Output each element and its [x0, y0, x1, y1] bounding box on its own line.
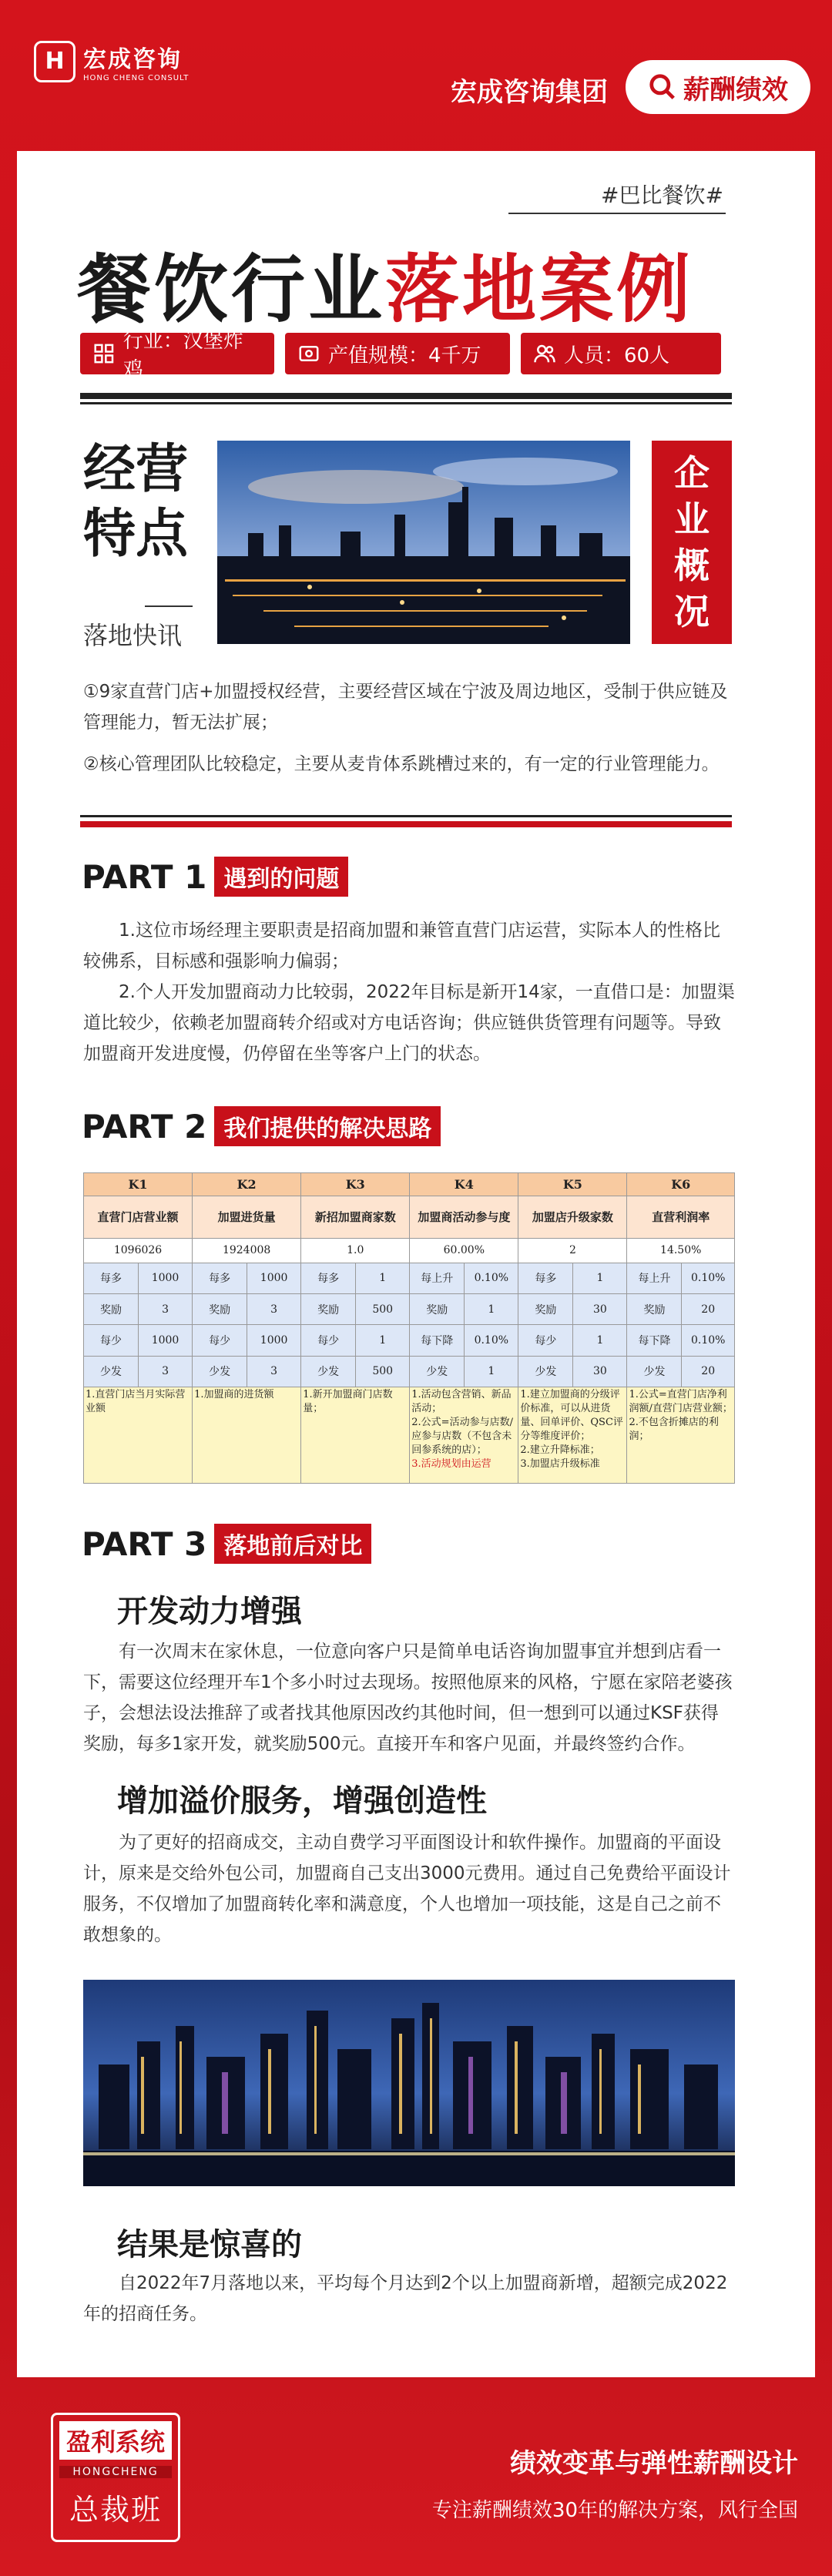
table-cell: 3 — [247, 1356, 301, 1387]
badge-title: 盈利系统 — [59, 2421, 172, 2460]
section-subheading: 开发动力增强 — [117, 1594, 302, 1629]
table-cell: 1000 — [247, 1263, 301, 1293]
table-cell: 500 — [356, 1294, 410, 1325]
industry-badge — [80, 330, 274, 381]
part2-heading — [82, 1106, 441, 1146]
table-cell: 1.公式=直营门店净利润额/直营门店营业额； 2.不包含折摊店的利润； — [627, 1387, 735, 1484]
part3-heading — [82, 1524, 371, 1564]
table-cell: 每上升 — [627, 1263, 682, 1293]
part-number: PART 1 — [82, 857, 207, 896]
footer-subtitle: 专注薪酬绩效30年的解决方案，风行全国 — [431, 2499, 798, 2522]
table-cell: 1924008 — [193, 1238, 301, 1263]
table-header: K6 — [627, 1173, 735, 1196]
part-number: PART 3 — [82, 1524, 207, 1563]
table-row — [84, 1263, 735, 1293]
table-cell — [518, 1387, 627, 1484]
table-cell: 每多 — [518, 1263, 573, 1293]
table-cell: 奖励 — [301, 1294, 356, 1325]
feature-sub: 落地快讯 — [83, 621, 183, 650]
city-skyline-photo — [83, 1980, 735, 2186]
table-cell: 少发 — [301, 1356, 356, 1387]
search-icon — [648, 72, 677, 102]
table-row — [84, 1356, 735, 1387]
people-icon — [533, 342, 556, 365]
divider — [80, 402, 732, 404]
table-cell: 直营利润率 — [627, 1196, 735, 1238]
divider — [80, 821, 732, 827]
staff-text: 人员：60人 — [564, 344, 670, 367]
table-cell: 0.10% — [465, 1263, 518, 1293]
logo-en: HONG CHENG CONSULT — [83, 74, 190, 82]
table-cell — [410, 1387, 518, 1484]
title-red: 落地案例 — [385, 247, 693, 333]
table-cell: 3 — [247, 1294, 301, 1325]
table-row — [84, 1294, 735, 1325]
scale-badge — [285, 333, 510, 374]
title-black: 餐饮行业 — [77, 247, 385, 333]
table-row — [84, 1196, 735, 1238]
divider — [508, 213, 726, 214]
part-tag: 落地前后对比 — [214, 1524, 371, 1564]
table-cell: 新招加盟商家数 — [301, 1196, 410, 1238]
table-cell: 每多 — [193, 1263, 247, 1293]
table-cell: 每少 — [193, 1325, 247, 1356]
table-cell: 奖励 — [627, 1294, 682, 1325]
table-cell: 1 — [356, 1325, 410, 1356]
section-subheading: 增加溢价服务，增强创造性 — [117, 1783, 487, 1819]
table-cell: 30 — [573, 1294, 627, 1325]
feature-heading-line1: 经营 — [83, 439, 189, 500]
footer-title: 绩效变革与弹性薪酬设计 — [510, 2448, 798, 2479]
table-header: K5 — [518, 1173, 627, 1196]
table-cell: 1 — [356, 1263, 410, 1293]
table-cell: 奖励 — [410, 1294, 465, 1325]
badge-class: 总裁班 — [69, 2493, 162, 2527]
table-cell: 1096026 — [84, 1238, 193, 1263]
logo-name: 宏成咨询 — [83, 46, 182, 73]
table-cell: 3 — [138, 1294, 192, 1325]
table-cell: 加盟店升级家数 — [518, 1196, 627, 1238]
table-cell: 1 — [465, 1356, 518, 1387]
part1-text — [83, 915, 735, 1069]
table-cell: 每下降 — [410, 1325, 465, 1356]
table-header: K4 — [410, 1173, 518, 1196]
feature-point: ①9家直营门店+加盟授权经营，主要经营区域在宁波及周边地区，受制于供应链及管理能力，暂无法扩展； — [83, 682, 728, 733]
part1-heading — [82, 857, 348, 897]
note-text: 3.加盟店升级标准 — [520, 1458, 600, 1471]
money-icon — [297, 342, 320, 365]
badge-en: HONGCHENG — [59, 2466, 172, 2478]
table-cell: 每少 — [518, 1325, 573, 1356]
table-cell: 2 — [518, 1238, 627, 1263]
table-header: K3 — [301, 1173, 410, 1196]
group-name: 宏成咨询集团 — [451, 77, 608, 108]
table-cell: 奖励 — [193, 1294, 247, 1325]
table-cell: 1.直营门店当月实际营业额 — [84, 1387, 193, 1484]
table-cell: 1 — [573, 1263, 627, 1293]
note-alert: 3.活动规划由运营 — [411, 1458, 491, 1471]
grid-icon — [92, 342, 116, 365]
table-cell: 少发 — [84, 1356, 139, 1387]
feature-point: ②核心管理团队比较稳定，主要从麦肯体系跳槽过来的，有一定的行业管理能力。 — [83, 754, 720, 774]
table-cell: 奖励 — [518, 1294, 573, 1325]
overview-label — [652, 441, 732, 644]
table-cell: 60.00% — [410, 1238, 518, 1263]
table-cell: 1.新开加盟商门店数量； — [301, 1387, 410, 1484]
search-button[interactable] — [626, 60, 810, 114]
paragraph: 2.个人开发加盟商动力比较弱，2022年目标是新开14家，一直借口是：加盟渠道比较少，依赖老加盟商转介绍或对方电话咨询；供应链供货管理有问题等。导致加盟商开发进度慢，仍停留在坐等客户上门的状态。 — [83, 982, 735, 1064]
table-header-row — [84, 1173, 735, 1196]
section-subheading: 结果是惊喜的 — [117, 2227, 302, 2262]
table-cell: 每下降 — [627, 1325, 682, 1356]
note-text: 1.建立加盟商的分级评价标准，可以从进货量、回单评价、QSC评分等维度评价； 2.建立升降标准； — [520, 1389, 623, 1457]
brand-logo — [34, 40, 189, 82]
table-cell: 每少 — [84, 1325, 139, 1356]
part-number: PART 2 — [82, 1107, 207, 1145]
table-cell: 1000 — [138, 1263, 192, 1293]
logo-mark: H — [34, 41, 75, 82]
table-cell: 1000 — [138, 1325, 192, 1356]
info-row — [80, 330, 721, 381]
staff-badge — [521, 333, 721, 374]
table-cell: 少发 — [193, 1356, 247, 1387]
page-title — [77, 231, 693, 337]
overview-char: 业 — [674, 498, 710, 540]
table-cell: 14.50% — [627, 1238, 735, 1263]
paragraph: 有一次周末在家休息，一位意向客户只是简单电话咨询加盟事宜并想到店看一下，需要这位经理开车1个多小时过去现场。按照他原来的风格，宁愿在家陪老婆孩子，会想法设法推辞了或者找其他原因改约其他时间，但一想到可以通过KSF获得奖励，每多1家开发，就奖励500元。直接开车和客户见面，并最终签约合作。 — [83, 1642, 733, 1754]
part3-text-1 — [83, 1636, 735, 1759]
table-cell: 20 — [682, 1294, 735, 1325]
table-cell: 加盟进货量 — [193, 1196, 301, 1238]
divider — [80, 815, 732, 817]
table-cell: 每上升 — [410, 1263, 465, 1293]
industry-text: 行业：汉堡炸鸡 — [122, 330, 243, 381]
paragraph: 为了更好的招商成交，主动自费学习平面图设计和软件操作。加盟商的平面设计，原来是交给外包公司，加盟商自己支出3000元费用。通过自己免费给平面设计服务，不仅增加了加盟商转化率和满意度，个人也增加一项技能，这是自己之前不敢想象的。 — [83, 1833, 731, 1945]
table-cell: 500 — [356, 1356, 410, 1387]
feature-heading-line2: 特点 — [83, 504, 189, 565]
scale-text: 产值规模：4千万 — [328, 344, 481, 367]
table-cell: 少发 — [518, 1356, 573, 1387]
table-cell: 0.10% — [682, 1325, 735, 1356]
paragraph: 自2022年7月落地以来，平均每个月达到2个以上加盟商新增，超额完成2022年的招商任务。 — [83, 2273, 728, 2324]
overview-char: 况 — [674, 591, 710, 632]
table-cell: 直营门店营业额 — [84, 1196, 193, 1238]
overview-char: 企 — [674, 452, 710, 494]
course-badge — [51, 2413, 180, 2542]
divider — [145, 605, 193, 607]
table-cell: 20 — [682, 1356, 735, 1387]
table-row — [84, 1387, 735, 1484]
table-cell: 1 — [573, 1325, 627, 1356]
table-cell: 1.0 — [301, 1238, 410, 1263]
table-cell: 30 — [573, 1356, 627, 1387]
table-cell: 3 — [138, 1356, 192, 1387]
paragraph: 1.这位市场经理主要职责是招商加盟和兼管直营门店运营，实际本人的性格比较佛系，目标感和强影响力偏弱； — [83, 921, 720, 971]
table-cell: 每多 — [301, 1263, 356, 1293]
overview-char: 概 — [674, 545, 710, 586]
table-header: K2 — [193, 1173, 301, 1196]
table-cell: 1 — [465, 1294, 518, 1325]
table-cell: 加盟商活动参与度 — [410, 1196, 518, 1238]
part-tag: 我们提供的解决思路 — [214, 1106, 441, 1146]
table-cell: 1.加盟商的进货额 — [193, 1387, 301, 1484]
table-row — [84, 1325, 735, 1356]
table-cell: 少发 — [627, 1356, 682, 1387]
table-cell: 每多 — [84, 1263, 139, 1293]
feature-points — [83, 676, 738, 780]
table-cell: 1000 — [247, 1325, 301, 1356]
ksf-table — [83, 1172, 735, 1484]
feature-heading — [83, 438, 188, 567]
table-cell: 少发 — [410, 1356, 465, 1387]
part3-text-3 — [83, 2268, 735, 2329]
hashtag: #巴比餐饮# — [601, 183, 723, 208]
city-night-photo — [217, 441, 630, 644]
search-label: 薪酬绩效 — [683, 74, 788, 106]
part-tag: 遇到的问题 — [214, 857, 348, 897]
table-header: K1 — [84, 1173, 193, 1196]
table-row — [84, 1238, 735, 1263]
note-text: 1.活动包含营销、新品活动； 2.公式=活动参与店数/应参与店数（不包含未回参系统的店）； — [411, 1389, 513, 1457]
table-cell: 0.10% — [682, 1263, 735, 1293]
table-cell: 0.10% — [465, 1325, 518, 1356]
table-cell: 奖励 — [84, 1294, 139, 1325]
divider — [80, 393, 732, 399]
part3-text-2 — [83, 1827, 735, 1950]
table-cell: 每少 — [301, 1325, 356, 1356]
